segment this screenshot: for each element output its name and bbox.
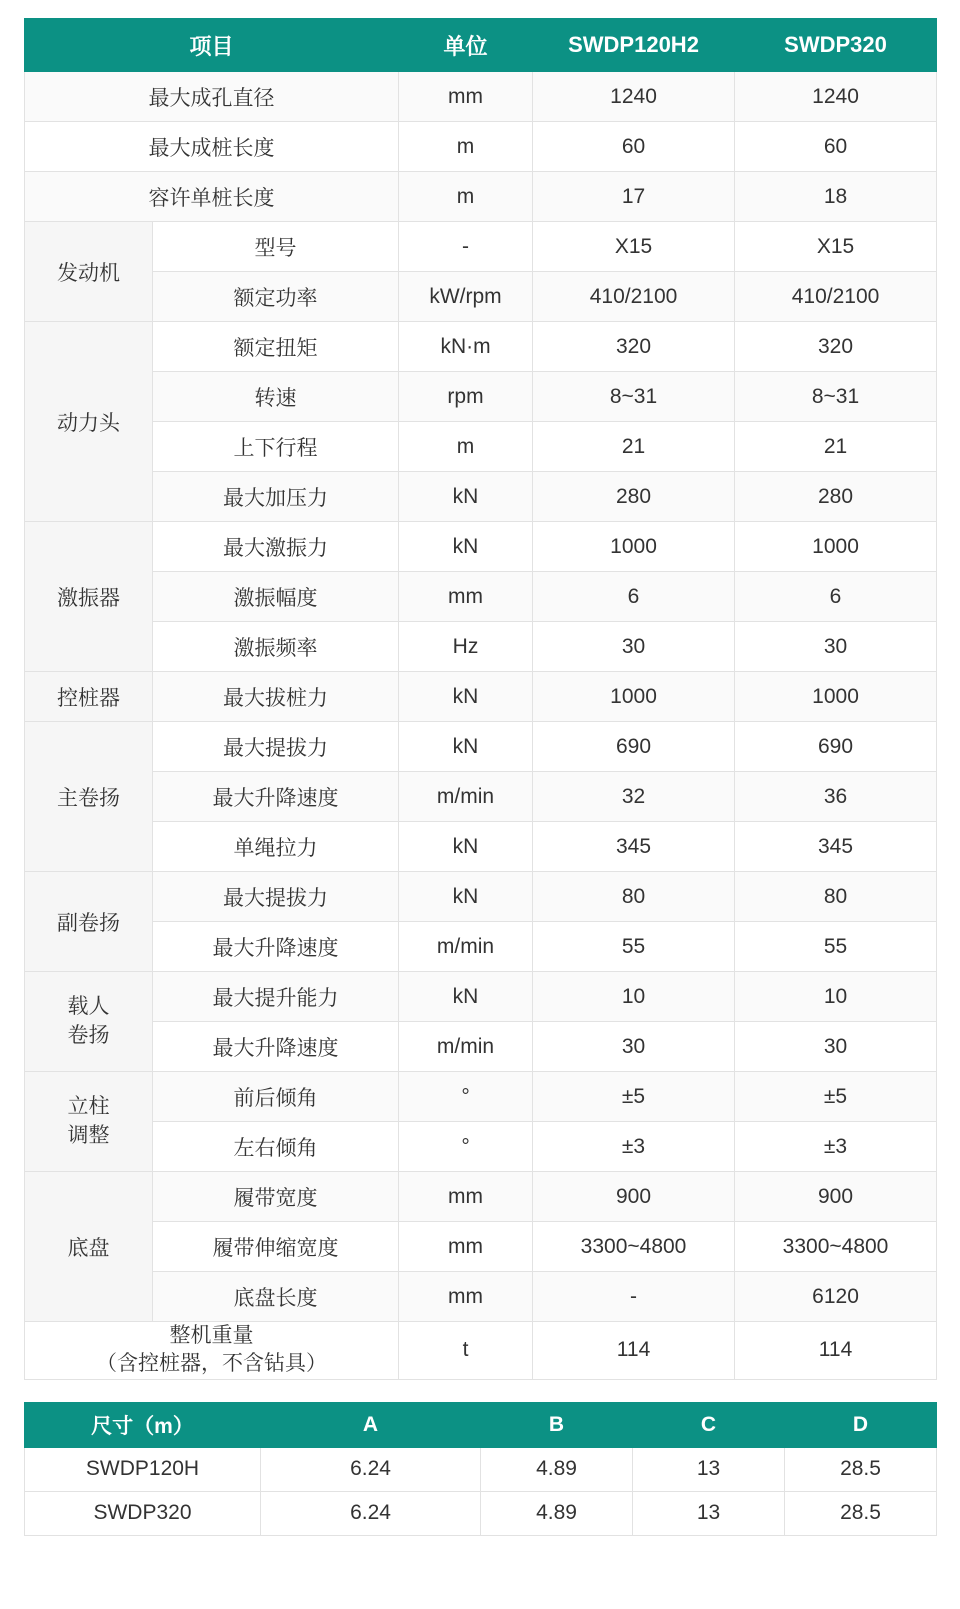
spec-value-model-2: ±5 bbox=[735, 1072, 937, 1122]
table-row bbox=[25, 622, 937, 672]
spec-value-model-1: 55 bbox=[533, 922, 735, 972]
spec-unit: kN bbox=[399, 722, 533, 772]
spec-group-label: 载人 卷扬 bbox=[25, 972, 153, 1072]
spec-group-label: 立柱 调整 bbox=[25, 1072, 153, 1172]
spec-unit: kN bbox=[399, 972, 533, 1022]
spec-item-label: 履带伸缩宽度 bbox=[153, 1222, 399, 1272]
spec-value-model-1: 320 bbox=[533, 322, 735, 372]
spec-table-header bbox=[25, 19, 937, 72]
spec-unit: - bbox=[399, 222, 533, 272]
spec-value-model-2: 21 bbox=[735, 422, 937, 472]
header-model-2: SWDP320 bbox=[735, 19, 937, 72]
spec-value-model-1: 30 bbox=[533, 1022, 735, 1072]
spec-item-label: 额定扭矩 bbox=[153, 322, 399, 372]
spec-item-label: 激振幅度 bbox=[153, 572, 399, 622]
spec-item-label: 最大激振力 bbox=[153, 522, 399, 572]
spec-item-label: 最大提拔力 bbox=[153, 722, 399, 772]
spec-value-model-2: 1000 bbox=[735, 522, 937, 572]
spec-value-model-2: ±3 bbox=[735, 1122, 937, 1172]
spec-value-model-2: 55 bbox=[735, 922, 937, 972]
spec-item-label: 整机重量 （含控桩器，不含钻具） bbox=[25, 1322, 399, 1380]
spec-item-label: 前后倾角 bbox=[153, 1072, 399, 1122]
table-row bbox=[25, 172, 937, 222]
spec-item-label: 激振频率 bbox=[153, 622, 399, 672]
spec-value-model-1: 1000 bbox=[533, 522, 735, 572]
spec-value-model-1: 6 bbox=[533, 572, 735, 622]
dimension-section bbox=[24, 1402, 936, 1536]
spec-item-label: 容许单桩长度 bbox=[25, 172, 399, 222]
table-row bbox=[25, 72, 937, 122]
table-row bbox=[25, 1491, 937, 1535]
spec-value-model-2: 6 bbox=[735, 572, 937, 622]
table-row bbox=[25, 422, 937, 472]
table-row bbox=[25, 522, 937, 572]
spec-group-label: 副卷扬 bbox=[25, 872, 153, 972]
dimension-table-body bbox=[25, 1447, 937, 1535]
spec-value-model-1: 280 bbox=[533, 472, 735, 522]
spec-value-model-2: 18 bbox=[735, 172, 937, 222]
table-row bbox=[25, 772, 937, 822]
spec-item-label: 型号 bbox=[153, 222, 399, 272]
spec-group-label: 激振器 bbox=[25, 522, 153, 672]
spec-unit: m bbox=[399, 172, 533, 222]
spec-group-label: 动力头 bbox=[25, 322, 153, 522]
spec-item-label: 最大拔桩力 bbox=[153, 672, 399, 722]
spec-value-model-1: - bbox=[533, 1272, 735, 1322]
spec-value-model-1: 32 bbox=[533, 772, 735, 822]
spec-group-label: 发动机 bbox=[25, 222, 153, 322]
spec-value-model-1: 1000 bbox=[533, 672, 735, 722]
table-header-row bbox=[25, 19, 937, 72]
table-row bbox=[25, 1222, 937, 1272]
dimension-value-a: 6.24 bbox=[261, 1447, 481, 1491]
table-row bbox=[25, 122, 937, 172]
spec-value-model-2: 690 bbox=[735, 722, 937, 772]
spec-value-model-2: 3300~4800 bbox=[735, 1222, 937, 1272]
spec-value-model-1: 114 bbox=[533, 1322, 735, 1380]
table-row bbox=[25, 222, 937, 272]
spec-unit: ° bbox=[399, 1072, 533, 1122]
spec-value-model-1: 900 bbox=[533, 1172, 735, 1222]
spec-item-label: 最大提升能力 bbox=[153, 972, 399, 1022]
table-row bbox=[25, 972, 937, 1022]
spec-unit: t bbox=[399, 1322, 533, 1380]
spec-item-label: 单绳拉力 bbox=[153, 822, 399, 872]
header-model-1: SWDP120H2 bbox=[533, 19, 735, 72]
spec-value-model-1: 80 bbox=[533, 872, 735, 922]
spec-unit: m bbox=[399, 422, 533, 472]
spec-unit: mm bbox=[399, 1172, 533, 1222]
spec-group-label: 主卷扬 bbox=[25, 722, 153, 872]
spec-value-model-1: ±5 bbox=[533, 1072, 735, 1122]
table-row bbox=[25, 1272, 937, 1322]
spec-unit: mm bbox=[399, 72, 533, 122]
table-row bbox=[25, 1322, 937, 1380]
header-item: 项目 bbox=[25, 19, 399, 72]
spec-unit: m/min bbox=[399, 922, 533, 972]
spec-value-model-2: 60 bbox=[735, 122, 937, 172]
spec-unit: ° bbox=[399, 1122, 533, 1172]
spec-value-model-1: 690 bbox=[533, 722, 735, 772]
spec-item-label: 上下行程 bbox=[153, 422, 399, 472]
spec-unit: kN bbox=[399, 522, 533, 572]
dimension-model-name: SWDP320 bbox=[25, 1491, 261, 1535]
header-unit: 单位 bbox=[399, 19, 533, 72]
spec-value-model-1: 21 bbox=[533, 422, 735, 472]
table-row bbox=[25, 372, 937, 422]
spec-unit: mm bbox=[399, 572, 533, 622]
spec-value-model-2: 80 bbox=[735, 872, 937, 922]
dimension-table-header bbox=[25, 1402, 937, 1447]
spec-value-model-1: 3300~4800 bbox=[533, 1222, 735, 1272]
table-row bbox=[25, 322, 937, 372]
spec-item-label: 左右倾角 bbox=[153, 1122, 399, 1172]
spec-value-model-2: 320 bbox=[735, 322, 937, 372]
header-b: B bbox=[481, 1402, 633, 1447]
spec-value-model-2: X15 bbox=[735, 222, 937, 272]
header-c: C bbox=[633, 1402, 785, 1447]
spec-item-label: 最大提拔力 bbox=[153, 872, 399, 922]
table-row bbox=[25, 1447, 937, 1491]
table-row bbox=[25, 822, 937, 872]
spec-value-model-2: 1240 bbox=[735, 72, 937, 122]
spec-unit: mm bbox=[399, 1222, 533, 1272]
spec-value-model-1: 17 bbox=[533, 172, 735, 222]
spec-unit: kW/rpm bbox=[399, 272, 533, 322]
table-row bbox=[25, 1172, 937, 1222]
spec-unit: Hz bbox=[399, 622, 533, 672]
table-row bbox=[25, 922, 937, 972]
spec-item-label: 最大升降速度 bbox=[153, 922, 399, 972]
spec-value-model-2: 280 bbox=[735, 472, 937, 522]
dimension-value-c: 13 bbox=[633, 1447, 785, 1491]
spec-table-body bbox=[25, 72, 937, 1380]
spec-value-model-1: 60 bbox=[533, 122, 735, 172]
spec-item-label: 额定功率 bbox=[153, 272, 399, 322]
spec-value-model-2: 1000 bbox=[735, 672, 937, 722]
dimension-value-d: 28.5 bbox=[785, 1447, 937, 1491]
spec-item-label: 最大升降速度 bbox=[153, 1022, 399, 1072]
spec-unit: kN bbox=[399, 672, 533, 722]
spec-unit: kN·m bbox=[399, 322, 533, 372]
spec-value-model-2: 345 bbox=[735, 822, 937, 872]
spec-item-label: 转速 bbox=[153, 372, 399, 422]
spec-unit: rpm bbox=[399, 372, 533, 422]
spec-item-label: 最大成孔直径 bbox=[25, 72, 399, 122]
dimension-table bbox=[24, 1402, 937, 1536]
spec-item-label: 底盘长度 bbox=[153, 1272, 399, 1322]
spec-value-model-1: 345 bbox=[533, 822, 735, 872]
spec-value-model-2: 6120 bbox=[735, 1272, 937, 1322]
specification-table bbox=[24, 18, 937, 1380]
spec-value-model-2: 30 bbox=[735, 622, 937, 672]
header-dimension: 尺寸（m） bbox=[25, 1402, 261, 1447]
spec-group-label: 底盘 bbox=[25, 1172, 153, 1322]
table-row bbox=[25, 1122, 937, 1172]
dimension-value-c: 13 bbox=[633, 1491, 785, 1535]
spec-value-model-2: 30 bbox=[735, 1022, 937, 1072]
table-row bbox=[25, 472, 937, 522]
spec-group-label: 控桩器 bbox=[25, 672, 153, 722]
spec-item-label: 最大升降速度 bbox=[153, 772, 399, 822]
spec-value-model-2: 10 bbox=[735, 972, 937, 1022]
spec-unit: m/min bbox=[399, 772, 533, 822]
spec-unit: kN bbox=[399, 872, 533, 922]
spec-item-label: 履带宽度 bbox=[153, 1172, 399, 1222]
dimension-value-b: 4.89 bbox=[481, 1491, 633, 1535]
spec-value-model-2: 36 bbox=[735, 772, 937, 822]
table-header-row bbox=[25, 1402, 937, 1447]
header-d: D bbox=[785, 1402, 937, 1447]
spec-value-model-2: 114 bbox=[735, 1322, 937, 1380]
spec-unit: m/min bbox=[399, 1022, 533, 1072]
spec-value-model-2: 900 bbox=[735, 1172, 937, 1222]
dimension-value-d: 28.5 bbox=[785, 1491, 937, 1535]
spec-value-model-1: X15 bbox=[533, 222, 735, 272]
table-row bbox=[25, 572, 937, 622]
spec-unit: mm bbox=[399, 1272, 533, 1322]
table-row bbox=[25, 722, 937, 772]
spec-item-label: 最大加压力 bbox=[153, 472, 399, 522]
spec-value-model-1: 8~31 bbox=[533, 372, 735, 422]
header-a: A bbox=[261, 1402, 481, 1447]
table-row bbox=[25, 272, 937, 322]
spec-unit: kN bbox=[399, 822, 533, 872]
spec-value-model-1: ±3 bbox=[533, 1122, 735, 1172]
spec-value-model-1: 30 bbox=[533, 622, 735, 672]
spec-value-model-2: 410/2100 bbox=[735, 272, 937, 322]
spec-value-model-1: 410/2100 bbox=[533, 272, 735, 322]
spec-unit: m bbox=[399, 122, 533, 172]
table-row bbox=[25, 1072, 937, 1122]
spec-value-model-2: 8~31 bbox=[735, 372, 937, 422]
spec-unit: kN bbox=[399, 472, 533, 522]
table-row bbox=[25, 1022, 937, 1072]
table-row bbox=[25, 672, 937, 722]
spec-value-model-1: 1240 bbox=[533, 72, 735, 122]
dimension-model-name: SWDP120H bbox=[25, 1447, 261, 1491]
spec-item-label: 最大成桩长度 bbox=[25, 122, 399, 172]
dimension-value-a: 6.24 bbox=[261, 1491, 481, 1535]
spec-value-model-1: 10 bbox=[533, 972, 735, 1022]
dimension-value-b: 4.89 bbox=[481, 1447, 633, 1491]
table-row bbox=[25, 872, 937, 922]
